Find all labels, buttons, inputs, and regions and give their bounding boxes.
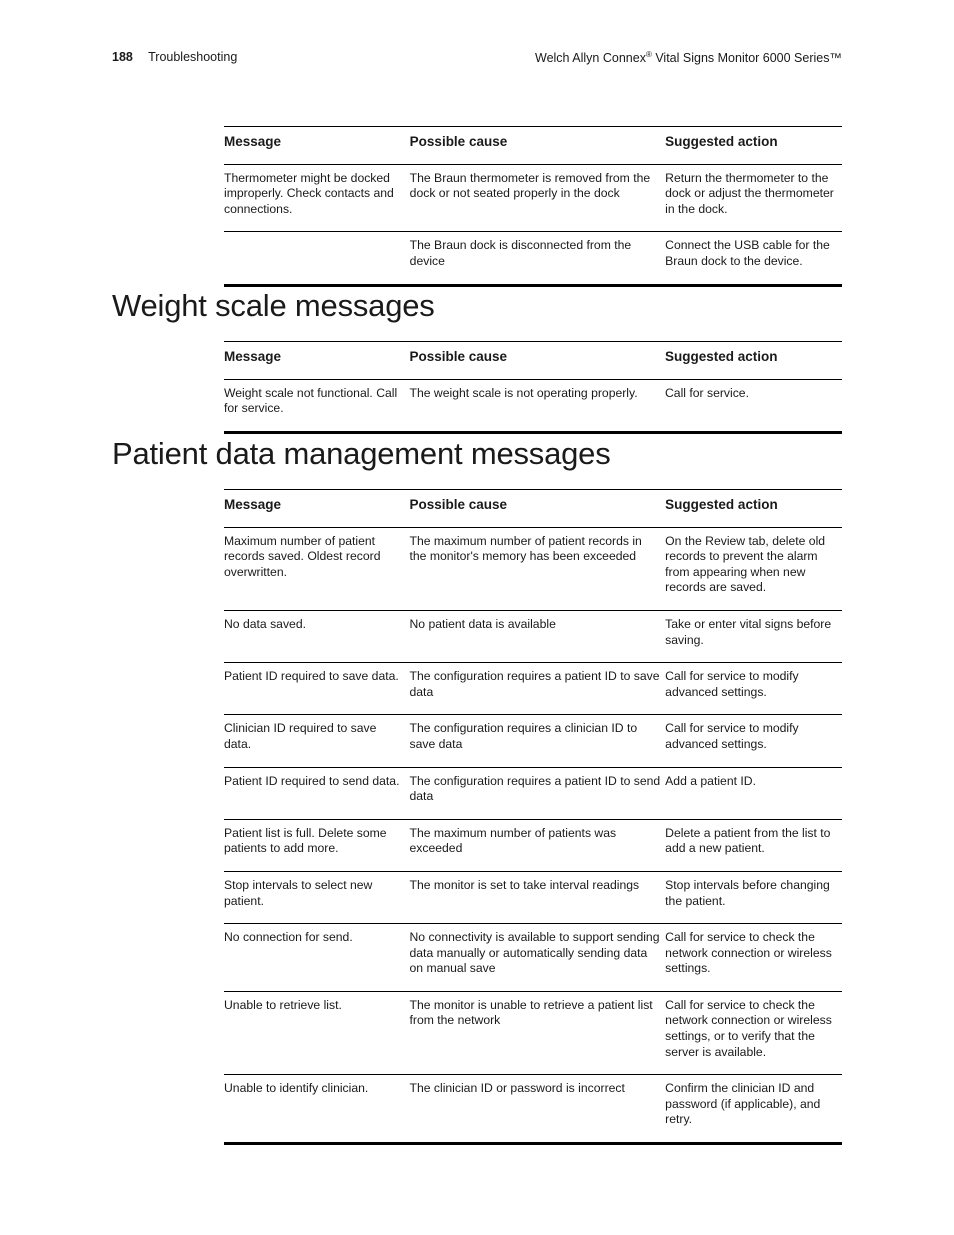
action-cell: Delete a patient from the list to add a new patient.: [665, 825, 831, 856]
cause-cell: The weight scale is not operating properly.: [409, 385, 638, 400]
table-body: [224, 379, 842, 432]
page-number: 188: [112, 50, 133, 64]
message-cell: Unable to retrieve list.: [224, 997, 342, 1012]
cause-cell: The Braun dock is disconnected from the device: [409, 238, 632, 268]
action-cell: Return the thermometer to the dock or adjust the thermometer in the dock.: [665, 170, 834, 216]
action-cell: Call for service to modify advanced settings.: [665, 721, 799, 751]
table-row: [224, 991, 842, 1074]
cause-cell: The configuration requires a clinician ID to save data: [409, 721, 638, 751]
action-cell: Stop intervals before changing the patient.: [665, 877, 830, 908]
message-cell: Unable to identify clinician.: [224, 1081, 369, 1096]
table-header-row: [224, 490, 842, 528]
action-cell: Connect the USB cable for the Braun dock to the device.: [665, 238, 830, 268]
table-body: [224, 527, 842, 1143]
column-header-cause: Possible cause: [409, 134, 508, 149]
weight-table: [224, 341, 842, 434]
table-row: [224, 924, 842, 992]
table-row: [224, 232, 842, 285]
table-row: [224, 379, 842, 432]
message-cell: Clinician ID required to save data.: [224, 721, 377, 751]
cause-cell: No patient data is available: [409, 616, 556, 631]
table-header-row: [224, 342, 842, 380]
action-cell: Confirm the clinician ID and password (if applicable), and retry.: [665, 1081, 821, 1127]
message-cell: Patient ID required to save data.: [224, 669, 399, 684]
table-row: [224, 527, 842, 610]
thermometer-table: [224, 126, 842, 287]
cause-cell: The configuration requires a patient ID to send data: [409, 773, 661, 804]
section-title-weight: Weight scale messages: [112, 288, 435, 323]
column-header-action: Suggested action: [665, 134, 778, 149]
cause-cell: The maximum number of patients was exceeded: [409, 825, 617, 856]
table-row: [224, 663, 842, 715]
table-row: [224, 164, 842, 232]
cause-cell: The monitor is set to take interval readings: [409, 877, 640, 892]
action-cell: Call for service to modify advanced settings.: [665, 669, 799, 699]
action-cell: Add a patient ID.: [665, 773, 756, 788]
message-cell: No connection for send.: [224, 930, 353, 945]
table-row: [224, 871, 842, 923]
table-header-row: [224, 127, 842, 165]
cause-cell: The clinician ID or password is incorrect: [409, 1081, 625, 1096]
message-cell: Weight scale not functional. Call for service.: [224, 385, 398, 416]
section-title-patient-data: Patient data management messages: [112, 436, 611, 471]
action-cell: Take or enter vital signs before saving.: [665, 616, 832, 647]
cause-cell: The configuration requires a patient ID to save data: [409, 669, 660, 699]
table-row: [224, 1075, 842, 1144]
table-row: [224, 610, 842, 662]
header-doc-title: Welch Allyn Connex® Vital Signs Monitor 6000 Series™: [535, 50, 842, 65]
cause-cell: No connectivity is available to support sending data manually or automatically sending data on manual save: [409, 930, 660, 976]
column-header-action: Suggested action: [664, 349, 778, 364]
table-row: [224, 767, 842, 819]
message-cell: Patient ID required to send data.: [224, 773, 400, 788]
message-cell: [224, 232, 410, 285]
message-cell: Thermometer might be docked improperly. Check contacts and connections.: [224, 170, 394, 216]
table-row: [224, 715, 842, 767]
message-cell: Patient list is full. Delete some patients to add more.: [224, 825, 387, 856]
column-header-message: Message: [224, 349, 282, 364]
column-header-message: Message: [224, 497, 282, 512]
action-cell: Call for service to check the network connection or wireless settings.: [665, 930, 832, 976]
action-cell: Call for service.: [664, 385, 749, 400]
action-cell: On the Review tab, delete old records to prevent the alarm from appearing when new records are saved.: [665, 533, 826, 595]
message-cell: Stop intervals to select new patient.: [224, 877, 373, 908]
message-cell: No data saved.: [224, 616, 306, 631]
cause-cell: The maximum number of patient records in the monitor's memory has been exceeded: [409, 533, 642, 564]
message-cell: Maximum number of patient records saved. Oldest record overwritten.: [224, 533, 381, 579]
column-header-cause: Possible cause: [409, 349, 508, 364]
column-header-message: Message: [224, 134, 282, 149]
table-row: [224, 819, 842, 871]
column-header-action: Suggested action: [665, 497, 778, 512]
page-header: [112, 50, 842, 70]
patient-data-table: [224, 489, 842, 1145]
action-cell: Call for service to check the network connection or wireless settings, or to verify that the server is available.: [665, 997, 832, 1059]
cause-cell: The monitor is unable to retrieve a patient list from the network: [409, 997, 653, 1028]
column-header-cause: Possible cause: [409, 497, 508, 512]
table-body: [224, 164, 842, 285]
header-section: Troubleshooting: [148, 50, 238, 64]
cause-cell: The Braun thermometer is removed from the dock or not seated properly in the dock: [409, 170, 651, 201]
